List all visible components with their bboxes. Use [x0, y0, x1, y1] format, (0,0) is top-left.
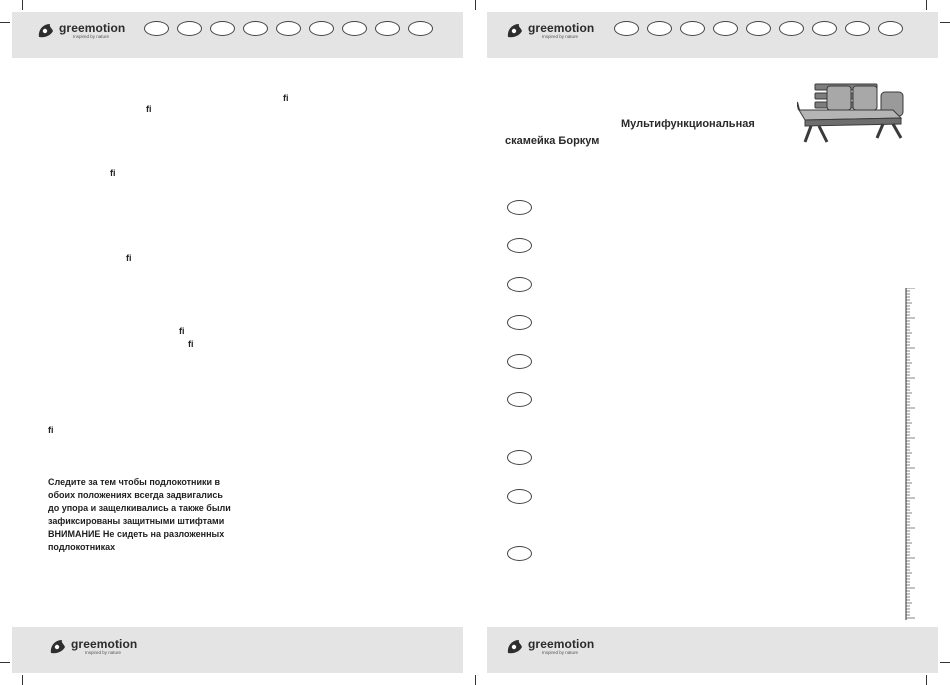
- leaf-logo-icon: [48, 637, 68, 657]
- leaf-logo-icon: [36, 21, 56, 41]
- warning-line: Следите за тем чтобы подлокотники в: [48, 477, 221, 487]
- brand-logo: [505, 635, 594, 659]
- warning-line: ВНИМАНИЕ Не сидеть на разложенных: [48, 529, 225, 539]
- brand-name: greemotion: [528, 637, 595, 652]
- crop-mark: [926, 0, 927, 10]
- ligature-mark: ﬁ: [126, 253, 132, 263]
- brand-tagline: Inspired by nature: [542, 650, 579, 656]
- ligature-mark: ﬁ: [146, 104, 152, 114]
- language-oval: [210, 21, 235, 36]
- footer-band: [12, 627, 463, 673]
- language-marker-oval: [507, 354, 532, 369]
- crop-mark: [0, 662, 10, 663]
- language-oval: [812, 21, 837, 36]
- ligature-mark: ﬁ: [188, 339, 194, 349]
- product-title: Мультифункциональная: [621, 118, 755, 130]
- right-page: [475, 0, 950, 685]
- language-oval: [177, 21, 202, 36]
- bench-illustration: [797, 80, 909, 144]
- leaf-logo-icon: [505, 637, 525, 657]
- ligature-mark: ﬁ: [110, 168, 116, 178]
- brand-name: greemotion: [71, 637, 138, 652]
- ligature-mark: ﬁ: [48, 425, 54, 435]
- language-marker-oval: [507, 315, 532, 330]
- language-oval: [647, 21, 672, 36]
- brand-tagline: Inspired by nature: [85, 650, 122, 656]
- language-oval: [779, 21, 804, 36]
- crop-mark: [475, 675, 476, 685]
- crop-mark: [22, 675, 23, 685]
- language-marker-oval: [507, 546, 532, 561]
- brand-logo: [48, 635, 137, 659]
- ligature-mark: ﬁ: [283, 93, 289, 103]
- language-marker-oval: [507, 277, 532, 292]
- footer-band: [487, 627, 938, 673]
- language-oval: [878, 21, 903, 36]
- language-oval: [746, 21, 771, 36]
- language-marker-oval: [507, 392, 532, 407]
- language-marker-oval: [507, 489, 532, 504]
- brand-name: greemotion: [528, 21, 595, 36]
- language-oval: [614, 21, 639, 36]
- language-oval: [845, 21, 870, 36]
- brand-name: greemotion: [59, 21, 126, 36]
- language-oval: [342, 21, 367, 36]
- language-oval: [680, 21, 705, 36]
- armrest-warning-text: [48, 476, 278, 554]
- warning-line: до упора и защелкивались а также были: [48, 503, 231, 513]
- brand-tagline: Inspired by nature: [542, 34, 579, 40]
- ligature-mark: ﬁ: [179, 326, 185, 336]
- language-marker-oval: [507, 450, 532, 465]
- brand-logo: [36, 19, 125, 43]
- language-oval: [144, 21, 169, 36]
- crop-mark: [0, 22, 10, 23]
- language-oval: [309, 21, 334, 36]
- warning-line: подлокотниках: [48, 542, 116, 552]
- crop-mark: [940, 662, 950, 663]
- language-oval: [375, 21, 400, 36]
- language-marker-oval: [507, 238, 532, 253]
- language-ovals: [144, 21, 433, 36]
- language-oval: [713, 21, 738, 36]
- language-oval: [276, 21, 301, 36]
- crop-mark: [475, 0, 476, 10]
- language-oval: [408, 21, 433, 36]
- crop-mark: [926, 675, 927, 685]
- brand-logo: [505, 19, 594, 43]
- product-subtitle: скамейка Боркум: [505, 135, 600, 147]
- crop-mark: [22, 0, 23, 10]
- warning-line: зафиксированы защитными штифтами: [48, 516, 225, 526]
- language-ovals: [614, 21, 903, 36]
- leaf-logo-icon: [505, 21, 525, 41]
- warning-line: обоих положениях всегда задвигались: [48, 490, 223, 500]
- brand-tagline: Inspired by nature: [73, 34, 110, 40]
- language-marker-oval: [507, 200, 532, 215]
- measurement-ruler: [905, 288, 923, 620]
- language-oval: [243, 21, 268, 36]
- crop-mark: [940, 22, 950, 23]
